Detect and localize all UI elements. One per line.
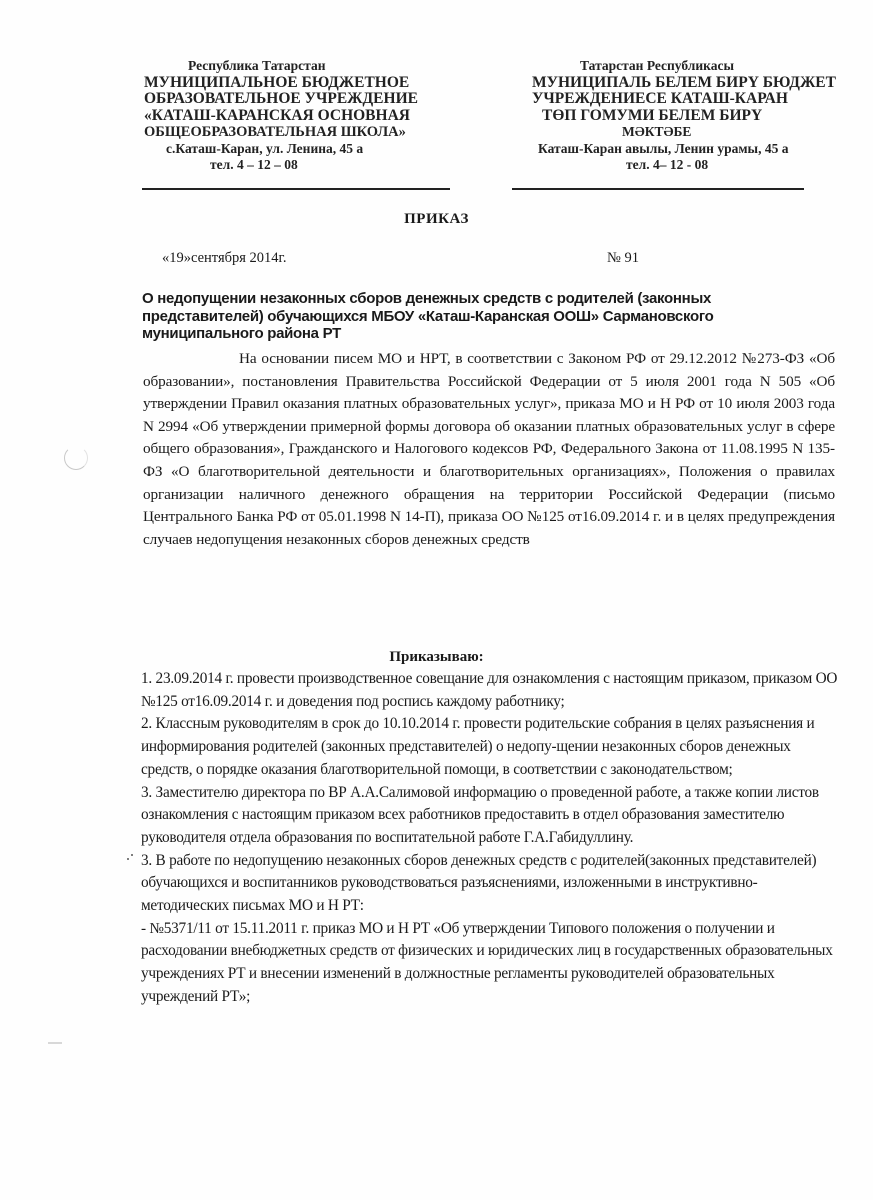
order-item: - №5371/11 от 15.11.2011 г. приказ МО и Н РТ «Об утверждении Типового положения о получении и расходовании внебюджетных средств от физических и юридических лиц в государственных образовательных учреждениях РТ и внесении изменений в должностные регламенты руководителей образовательных учреждений РТ»; <box>141 919 833 1005</box>
header-right-line: УЧРЕЖДЕНИЕСЕ КАТАШ-КАРАН <box>532 90 788 107</box>
header-left-line: МУНИЦИПАЛЬНОЕ БЮДЖЕТНОЕ <box>144 73 410 91</box>
header-right-line: Татарстан Республикасы <box>580 58 735 73</box>
document-preamble: На основании писем МО и НРТ, в соответствии с Законом РФ от 29.12.2012 №273-ФЗ «Об образовании», постановления Правительства Российской Федерации от 5 июля 2001 года N 505 «Об утверждении Правил оказания платных образовательных услуг», приказа МО и Н РФ от 10 июля 2003 года N 2994 «Об утверждении примерной формы договора об оказании платных образовательных услуг в сфере общего образования», Гражданского и Налогового кодексов РФ, Федерального Закона от 11.08.1995 N 135-ФЗ «О благотворительной деятельности и благотворительных организациях», Положения о правилах организации наличного денежного обращения на территории Российской Федерации (письмо Центрального Банка РФ от 05.01.1998 N 14-П), приказа ОО №125 от16.09.2014 г. и в целях предупреждения случаев недопущения незаконных сборов денежных средств <box>143 350 835 548</box>
header-left-russian <box>144 58 446 174</box>
document-date: «19»сентября 2014г. <box>162 250 287 266</box>
document-title: ПРИКАЗ <box>404 211 469 227</box>
header-left-line: ОБЩЕОБРАЗОВАТЕЛЬНАЯ ШКОЛА» <box>144 124 406 140</box>
header-left-line: ОБРАЗОВАТЕЛЬНОЕ УЧРЕЖДЕНИЕ <box>144 90 418 107</box>
header-left-line: «КАТАШ-КАРАНСКАЯ ОСНОВНАЯ <box>144 106 410 124</box>
order-item: 3. Заместителю директора по ВР А.А.Салимовой информацию о проведенной работе, а также копии листов ознакомления с настоящим приказом всех работников предоставить в отдел образования заместителю руководителя отдела образования по воспитательной работе Г.А.Габидуллину. <box>141 783 819 846</box>
header-right-divider <box>512 188 804 190</box>
scan-smudge <box>48 1042 62 1044</box>
document-subject: О недопущении незаконных сборов денежных средств с родителей (законных представителей) обучающихся МБОУ «Каташ-Каранская ООШ» Сармановского муниципального района РТ <box>142 290 714 342</box>
header-left-phone: тел. 4 – 12 – 08 <box>210 157 298 172</box>
order-item: 3. В работе по недопущению незаконных сборов денежных средств с родителей(законных представителей) обучающихся и воспитанников руководствоваться разъяснениями, изложенными в инструктивно-методических письмах МО и Н РТ: <box>141 851 817 915</box>
document-number: № 91 <box>607 250 639 266</box>
order-item: 2. Классным руководителям в срок до 10.10.2014 г. провести родительские собрания в целях разъяснения и информирования родителей (законных представителей) о недопу-щении незаконных сборов денежных средств, о порядке оказания благотворительной помощи, в соответствии с законодательством; <box>141 715 815 778</box>
header-left-line: Республика Татарстан <box>188 58 326 73</box>
scan-speck <box>131 854 133 856</box>
header-right-tatar <box>528 58 836 174</box>
header-left-divider <box>142 188 450 190</box>
hole-punch-mark <box>64 446 88 470</box>
order-heading-text: Приказываю: <box>389 649 484 665</box>
header-right-line: ТӨП ГОМУМИ БЕЛЕМ БИРҮ <box>542 106 763 124</box>
order-heading <box>0 649 873 666</box>
header-left-address: с.Каташ-Каран, ул. Ленина, 45 а <box>166 140 364 156</box>
header-right-line: МУНИЦИПАЛЬ БЕЛЕМ БИРҮ БЮДЖЕТ <box>532 73 836 91</box>
header-right-phone: тел. 4– 12 - 08 <box>626 157 709 172</box>
scan-speck <box>127 858 129 860</box>
header-right-address: Каташ-Каран авылы, Ленин урамы, 45 а <box>538 140 789 156</box>
order-items-list <box>141 668 841 1009</box>
order-item: 1. 23.09.2014 г. провести производственное совещание для ознакомления с настоящим приказом, приказом ОО №125 от16.09.2014 г. и доведения под роспись каждому работнику; <box>141 670 838 710</box>
header-right-line: МӘКТӘБЕ <box>622 124 692 139</box>
